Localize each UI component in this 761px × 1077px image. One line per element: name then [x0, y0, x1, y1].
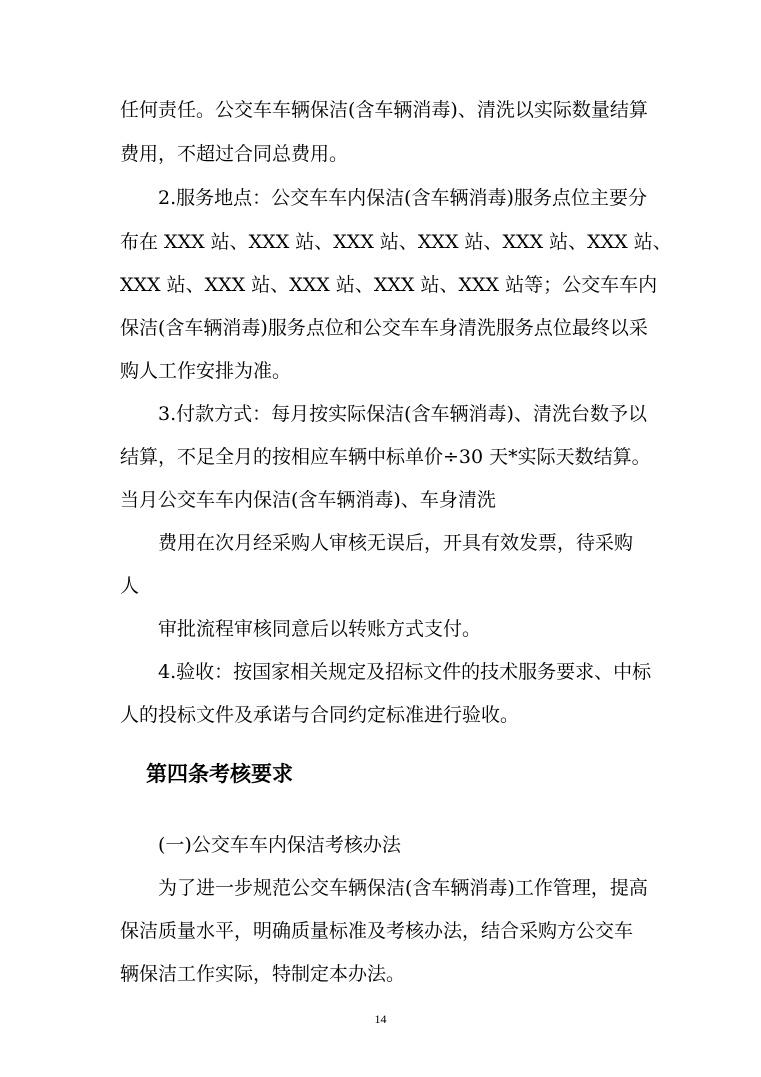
body-line: 任何责任。公交车车辆保洁(含车辆消毒)、清洗以实际数量结算 — [120, 99, 648, 121]
body-line: 人的投标文件及承诺与合同约定标准进行验收。 — [120, 704, 520, 726]
paragraph-acceptance: 4.验收：按国家相关规定及招标文件的技术服务要求、中标 — [158, 661, 652, 683]
body-line: 保洁(含车辆消毒)服务点位和公交车车身清洗服务点位最终以采 — [120, 317, 648, 339]
paragraph-service-location: 2.服务地点：公交车车内保洁(含车辆消毒)服务点位主要分 — [158, 187, 647, 209]
section-heading: 第四条考核要求 — [146, 762, 293, 786]
body-line: 辆保洁工作实际，特制定本办法。 — [120, 963, 406, 985]
page-number: 14 — [374, 1012, 387, 1026]
body-line: 购人工作安排为准。 — [120, 360, 292, 382]
body-line: 审批流程审核同意后以转账方式支付。 — [158, 618, 482, 640]
body-line: 结算，不足全月的按相应车辆中标单价÷30 天*实际天数结算。 — [120, 446, 651, 468]
paragraph-payment-method: 3.付款方式：每月按实际保洁(含车辆消毒)、清洗台数予以 — [158, 403, 647, 425]
paragraph-purpose: 为了进一步规范公交车辆保洁(含车辆消毒)工作管理，提高 — [158, 877, 648, 899]
body-line: 人 — [120, 575, 140, 597]
body-line: 布在 XXX 站、XXX 站、XXX 站、XXX 站、XXX 站、XXX 站、 — [120, 231, 672, 253]
subsection-title: (一)公交车车内保洁考核办法 — [158, 834, 401, 856]
body-line: 费用，不超过合同总费用。 — [120, 143, 349, 165]
body-line: 费用在次月经采购人审核无误后，开具有效发票，待采购 — [158, 532, 634, 554]
body-line: 保洁质量水平，明确质量标准及考核办法，结合采购方公交车 — [120, 920, 634, 942]
body-line: XXX 站、XXX 站、XXX 站、XXX 站、XXX 站等；公交车车内 — [120, 274, 658, 296]
body-line: 当月公交车车内保洁(含车辆消毒)、车身清洗 — [120, 489, 496, 511]
